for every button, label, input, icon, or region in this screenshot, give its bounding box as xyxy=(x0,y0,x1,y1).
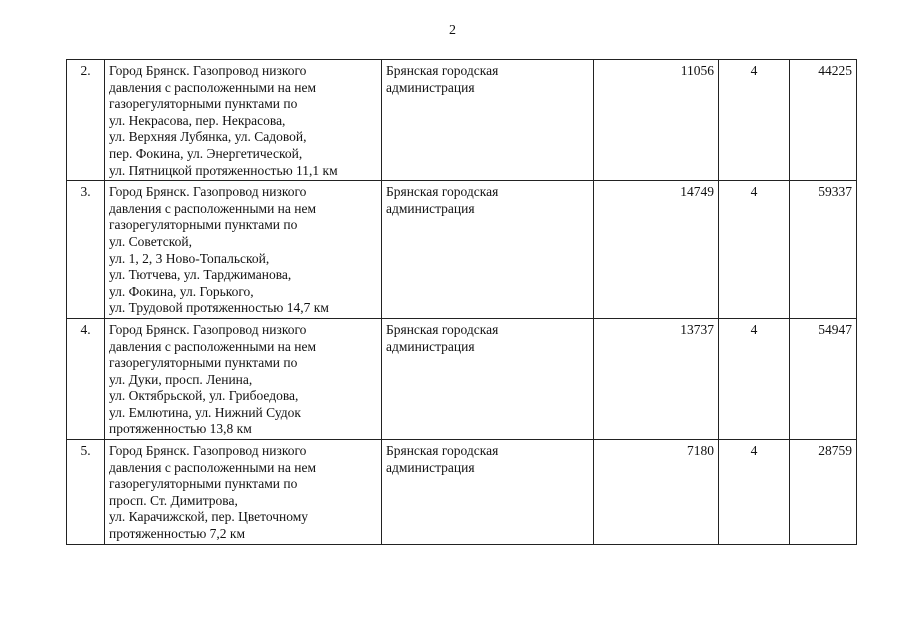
pipeline-description xyxy=(105,181,382,319)
description-line: Город Брянск. Газопровод низкого xyxy=(109,184,307,200)
description-line: протяженностью 13,8 км xyxy=(109,421,252,437)
description-line: ул. Емлютина, ул. Нижний Судок xyxy=(109,404,301,420)
row-number: 2. xyxy=(67,60,105,181)
description-line: ул. Тютчева, ул. Тарджиманова, xyxy=(109,267,292,283)
description-line: Город Брянск. Газопровод низкого xyxy=(109,63,307,78)
pressure-category: 4 xyxy=(719,440,790,545)
value-cell: 44225 xyxy=(790,60,857,181)
row-number: 3. xyxy=(67,181,105,319)
description-line: давления с расположенными на нем xyxy=(109,79,317,95)
description-line: ул. Верхняя Лубянка, ул. Садовой, xyxy=(109,129,307,145)
description-line: Город Брянск. Газопровод низкого xyxy=(109,321,307,337)
row-number: 5. xyxy=(67,440,105,545)
description-line: ул. Октябрьской, ул. Грибоедова, xyxy=(109,388,299,404)
description-line: пер. Фокина, ул. Энергетической, xyxy=(109,145,303,161)
pressure-category: 4 xyxy=(719,181,790,319)
description-line: давления с расположенными на нем xyxy=(109,200,317,216)
value-cell: 59337 xyxy=(790,181,857,319)
pressure-category: 4 xyxy=(719,318,790,439)
description-line: просп. Ст. Димитрова, xyxy=(109,492,238,508)
pipeline-length: 14749 xyxy=(594,181,719,319)
description-line: ул. Фокина, ул. Горького, xyxy=(109,283,254,299)
page-number: 2 xyxy=(449,23,456,38)
description-line: ул. 1, 2, 3 Ново-Топальской, xyxy=(109,250,270,266)
table-row xyxy=(67,181,857,319)
value-cell: 54947 xyxy=(790,318,857,439)
row-number: 4. xyxy=(67,318,105,439)
table-row xyxy=(67,60,857,181)
description-line: ул. Некрасова, пер. Некрасова, xyxy=(109,112,286,128)
pipeline-description xyxy=(105,440,382,545)
description-line: ул. Карачижской, пер. Цветочному xyxy=(109,509,309,525)
description-line: газорегуляторными пунктами по xyxy=(109,476,298,492)
description-line: газорегуляторными пунктами по xyxy=(109,96,298,112)
table-row xyxy=(67,318,857,439)
description-line: ул. Трудовой протяженностью 14,7 км xyxy=(109,300,329,316)
description-line: ул. Пятницкой протяженностью 11,1 км xyxy=(109,162,338,178)
pipeline-length: 7180 xyxy=(594,440,719,545)
table-row xyxy=(67,440,857,545)
description-line: ул. Дуки, просп. Ленина, xyxy=(109,371,253,387)
description-line: протяженностью 7,2 км xyxy=(109,526,246,542)
organization-name: Брянская городская администрация xyxy=(382,318,594,439)
pipeline-length: 11056 xyxy=(594,60,719,181)
description-line: Город Брянск. Газопровод низкого xyxy=(109,443,307,459)
description-line: давления с расположенными на нем xyxy=(109,338,317,354)
value-cell: 28759 xyxy=(790,440,857,545)
description-line: давления с расположенными на нем xyxy=(109,459,317,475)
gas-pipeline-table xyxy=(66,59,857,545)
pressure-category: 4 xyxy=(719,60,790,181)
pipeline-description xyxy=(105,318,382,439)
description-line: газорегуляторными пунктами по xyxy=(109,355,298,371)
organization-name: Брянская городская администрация xyxy=(382,181,594,319)
pipeline-description xyxy=(105,60,382,181)
organization-name: Брянская городская администрация xyxy=(382,60,594,181)
description-line: газорегуляторными пунктами по xyxy=(109,217,298,233)
description-line: ул. Советской, xyxy=(109,233,192,249)
organization-name: Брянская городская администрация xyxy=(382,440,594,545)
pipeline-length: 13737 xyxy=(594,318,719,439)
